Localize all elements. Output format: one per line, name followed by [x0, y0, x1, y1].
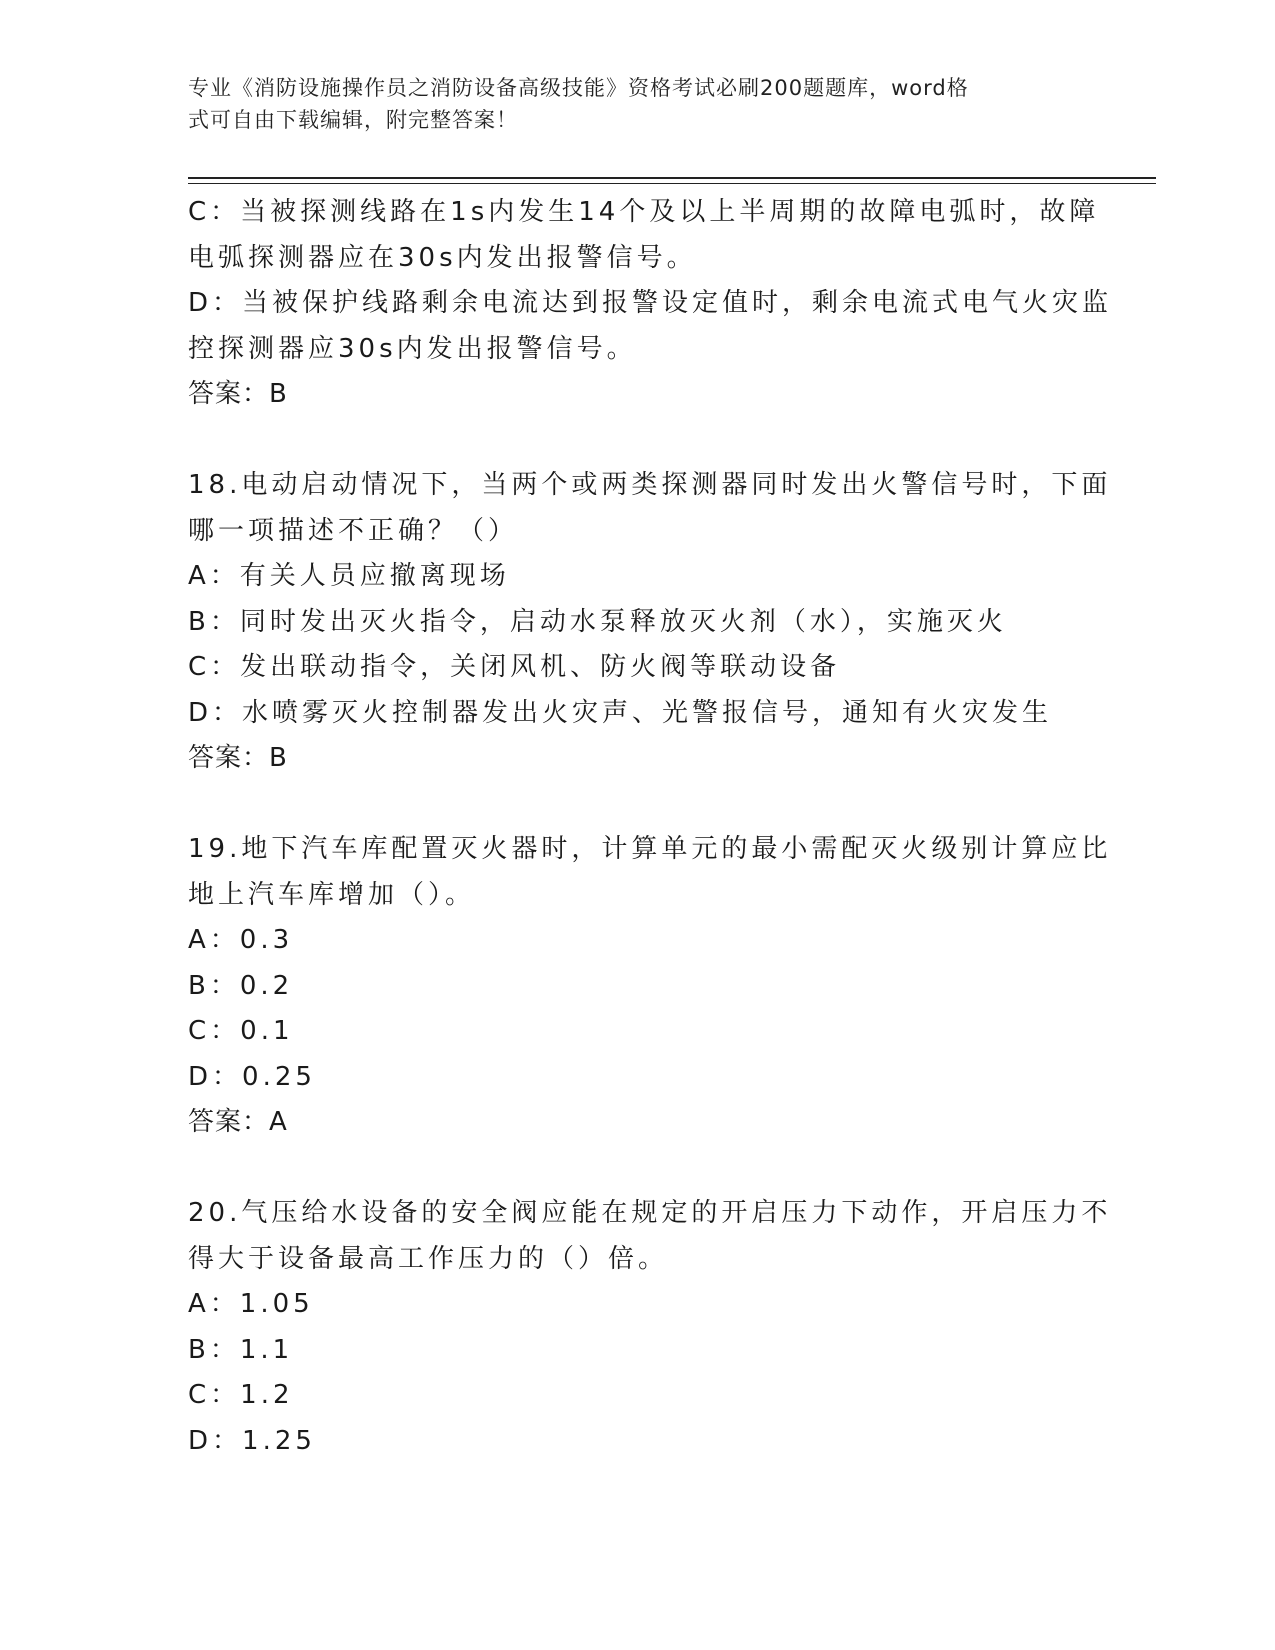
- header-title-line-2: 式可自由下载编辑，附完整答案！: [188, 108, 518, 132]
- header-divider-thin: [188, 183, 1156, 184]
- option-c-line-2: 电弧探测器应在30s内发出报警信号。: [188, 242, 697, 273]
- option-a: A：有关人员应撤离现场: [188, 561, 510, 591]
- question-stem-line-2: 哪一项描述不正确？（）: [188, 515, 519, 546]
- answer-line: [188, 736, 1088, 782]
- option-b: B：0.2: [188, 970, 294, 1001]
- spacer: [188, 418, 1088, 464]
- question-stem-line-1: 20.气压给水设备的安全阀应能在规定的开启压力下动作，开启压力不: [188, 1198, 1112, 1228]
- document-header: [188, 72, 1068, 136]
- question-20: [188, 1191, 1112, 1464]
- spacer: [188, 1146, 1088, 1192]
- answer-label: 答案：: [188, 1107, 270, 1137]
- question-continued: [188, 190, 1113, 418]
- answer-value: B: [269, 743, 288, 773]
- option-a: A：1.05: [188, 1289, 314, 1319]
- option-b: B：同时发出灭火指令，启动水泵释放灭火剂（水），实施灭火: [188, 606, 1007, 637]
- answer-line: [188, 1100, 1088, 1146]
- answer-label: 答案：: [188, 743, 270, 773]
- option-c: C：0.1: [188, 1016, 294, 1046]
- option-d-line-2: 控探测器应30s内发出报警信号。: [188, 333, 637, 364]
- option-d: D：0.25: [188, 1061, 316, 1092]
- answer-value: B: [269, 379, 288, 409]
- question-19: [188, 827, 1112, 1146]
- question-stem-line-1: 19.地下汽车库配置灭火器时，计算单元的最小需配灭火级别计算应比: [188, 834, 1112, 864]
- option-d: D：1.25: [188, 1425, 316, 1456]
- question-content: [188, 190, 1113, 1464]
- option-a: A：0.3: [188, 925, 294, 955]
- question-stem-line-2: 得大于设备最高工作压力的（）倍。: [188, 1243, 669, 1274]
- option-d-line-1: D：当被保护线路剩余电流达到报警设定值时，剩余电流式电气火灾监: [188, 288, 1113, 318]
- option-d: D：水喷雾灭火控制器发出火灾声、光警报信号，通知有火灾发生: [188, 697, 1053, 728]
- answer-label: 答案：: [188, 379, 270, 409]
- question-18: [188, 463, 1112, 782]
- question-stem-line-2: 地上汽车库增加（）。: [188, 879, 476, 910]
- option-c: C：发出联动指令，关闭风机、防火阀等联动设备: [188, 652, 841, 682]
- answer-value: A: [269, 1107, 288, 1137]
- header-divider-thick: [188, 177, 1156, 179]
- option-b: B：1.1: [188, 1334, 294, 1365]
- answer-line: [188, 372, 1088, 418]
- option-c-line-1: C：当被探测线路在1s内发生14个及以上半周期的故障电弧时，故障: [188, 197, 1100, 227]
- spacer: [188, 782, 1088, 828]
- question-stem-line-1: 18.电动启动情况下，当两个或两类探测器同时发出火警信号时，下面: [188, 470, 1112, 500]
- option-c: C：1.2: [188, 1380, 294, 1410]
- header-title-line-1: 专业《消防设施操作员之消防设备高级技能》资格考试必刷200题题库，word格: [188, 76, 969, 100]
